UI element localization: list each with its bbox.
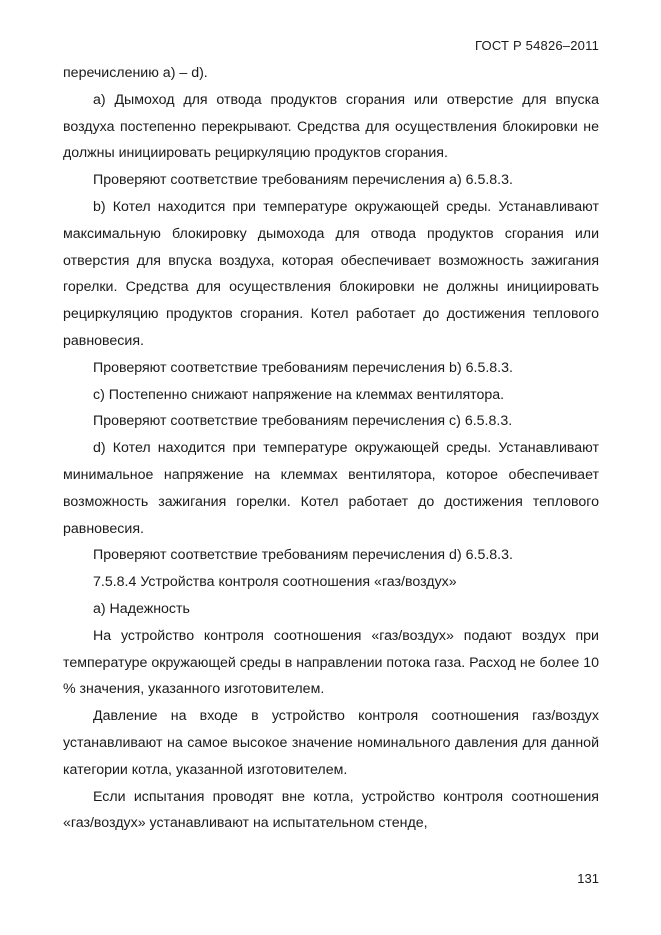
paragraph-check-a: Проверяют соответствие требованиям перечисления а) 6.5.8.3. (93, 172, 513, 189)
page-number: 131 (577, 871, 599, 886)
paragraph-item-d: d) Котел находится при температуре окружающей среды. Устанавливают минимальное напряжение на клеммах вентилятора, которое обеспечивает возможность зажигания горелки. Котел работает до достижения теплового равновесия. (63, 440, 599, 537)
document-header: ГОСТ Р 54826–2011 (475, 38, 599, 53)
paragraph-check-c: Проверяют соответствие требованиям перечисления c) 6.5.8.3. (93, 413, 513, 430)
paragraph-check-b: Проверяют соответствие требованиям перечисления b) 6.5.8.3. (93, 359, 513, 376)
paragraph-continuation: перечислению а) – d). (63, 65, 208, 81)
paragraph-item-b: b) Котел находится при температуре окружающей среды. Устанавливают максимальную блокировку дымохода для отвода продуктов сгорания или отверстия для впуска воздуха, которая обеспечивает возможность зажигания горелки. Средства для осуществления блокировки не должны инициировать рециркуляцию продуктов сгорания. Котел работает до достижения теплового равновесия. (63, 198, 599, 349)
paragraph-test-outside-boiler: Если испытания проводят вне котла, устройство контроля соотношения «газ/воздух» устанавливают на испытательном стенде, (63, 788, 599, 832)
paragraph-item-a: a) Дымоход для отвода продуктов сгорания или отверстие для впуска воздуха постепенно перекрывают. Средства для осуществления блокировки не должны инициировать рециркуляцию продуктов сгорания. (63, 91, 599, 162)
paragraph-air-supply: На устройство контроля соотношения «газ/воздух» подают воздух при температуре окружающей среды в направлении потока газа. Расход не более 10 % значения, указанного изготовителем. (63, 627, 599, 698)
paragraph-inlet-pressure: Давление на входе в устройство контроля соотношения газ/воздух устанавливают на самое высокое значение номинального давления для данной категории котла, указанной изготовителем. (63, 708, 599, 778)
paragraph-item-c: c) Постепенно снижают напряжение на клеммах вентилятора. (93, 386, 505, 403)
document-body (63, 60, 599, 837)
subsection-heading-reliability: а) Надежность (93, 600, 190, 617)
paragraph-check-d: Проверяют соответствие требованиям перечисления d) 6.5.8.3. (93, 547, 513, 564)
section-heading-7584: 7.5.8.4 Устройства контроля соотношения «газ/воздух» (93, 574, 457, 591)
